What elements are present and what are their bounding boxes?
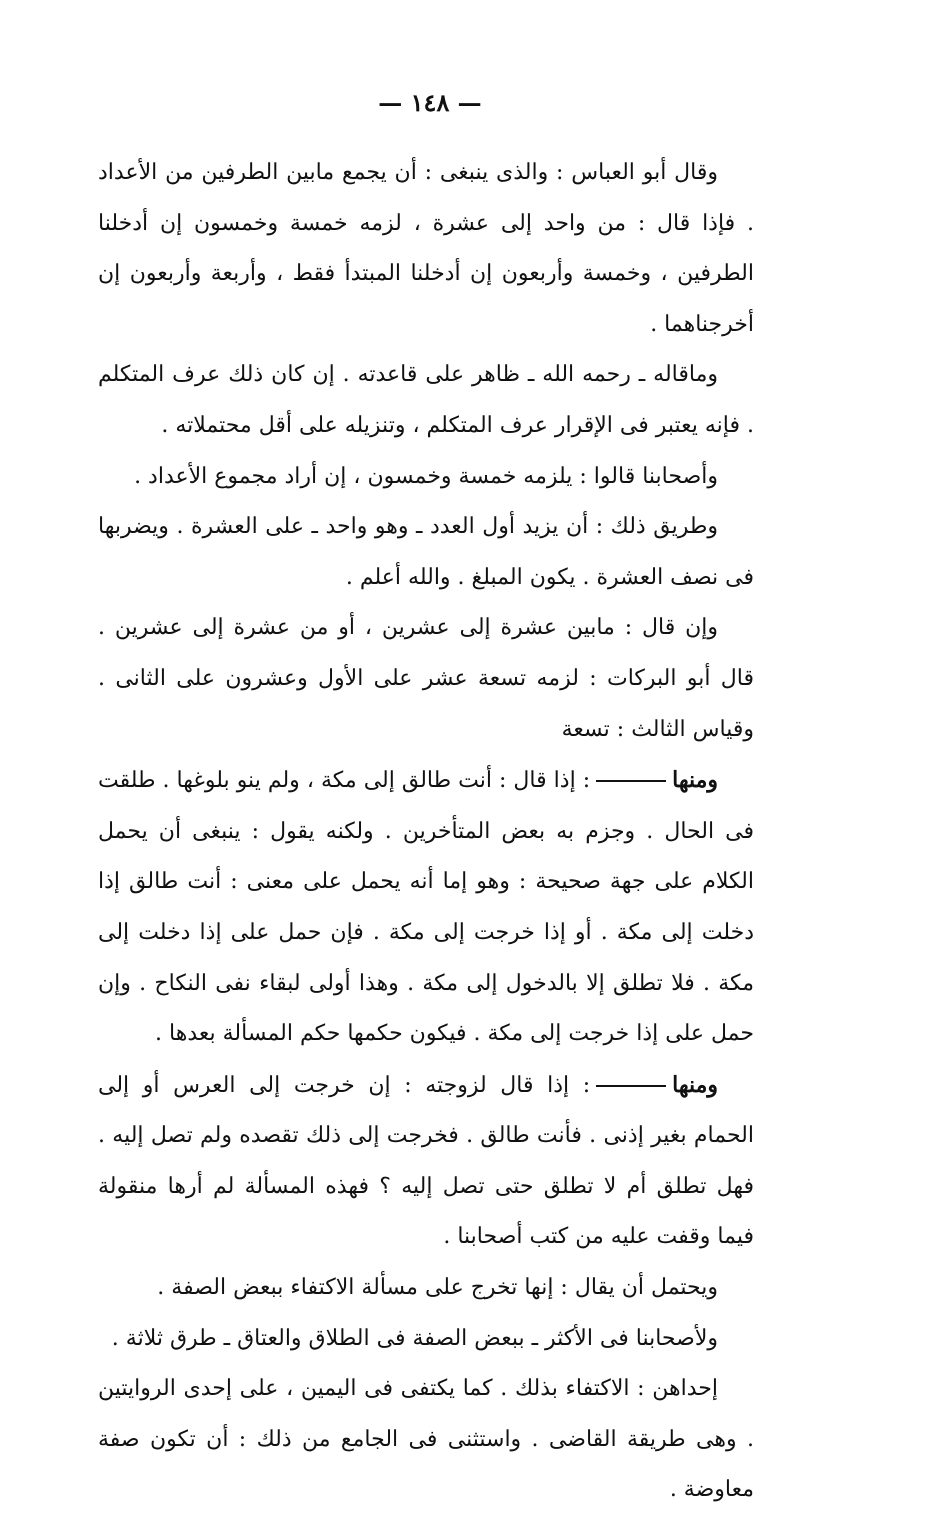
paragraph-3: وأصحابنا قالوا : يلزمه خمسة وخمسون ، إن أراد مجموع الأعداد .	[134, 463, 718, 489]
separator-mark	[596, 780, 666, 782]
paragraph-7-lead: ومنها	[672, 1071, 718, 1098]
paragraph-10: إحداهن : الاكتفاء بذلك . كما يكتفى فى اليمين ، على إحدى الروايتين . وهى طريقة القاضى . واستثنى فى الجامع من ذلك : أن تكون صفة معاوضة .	[98, 1376, 754, 1503]
paragraph-5: وإن قال : مابين عشرة إلى عشرين ، أو من عشرة إلى عشرين . قال أبو البركات : لزمه تسعة عشر على الأول وعشرون على الثانى . وقياس الثالث : تسعة	[98, 615, 754, 742]
paragraph-2: وماقاله ـ رحمه الله ـ ظاهر على قاعدته . إن كان ذلك عرف المتكلم . فإنه يعتبر فى الإقرار عرف المتكلم ، وتنزيله على أقل محتملاته .	[98, 362, 754, 438]
paragraph-7-text: : إذا قال لزوجته : إن خرجت إلى العرس أو إلى الحمام بغير إذنى . فأنت طالق . فخرجت إلى ذلك تقصده ولم تصل إليه . فهل تطلق أم لا تطلق حتى تصل إليه ؟ فهذه المسألة لم أرها منقولة فيما وقفت عليه من كتب أصحابنا .	[98, 1072, 754, 1250]
page-number: — ١٤٨ —	[378, 88, 482, 117]
paragraph-6-text: : إذا قال : أنت طالق إلى مكة ، ولم ينو بلوغها . طلقت فى الحال . وجزم به بعض المتأخرين . ولكنه يقول : ينبغى أن يحمل الكلام على جهة صحيحة : وهو إما أنه يحمل على معنى : أنت طالق إذا دخلت إلى مكة . أو إذا خرجت إلى مكة . فإن حمل على إذا دخلت إلى مكة . فلا تطلق إلا بالدخول إلى مكة . وهذا أولى لبقاء نفى النكاح . وإن حمل على إذا خرجت إلى مكة . فيكون حكمها حكم المسألة بعدها .	[98, 768, 754, 1047]
body-text	[98, 148, 754, 1516]
paragraph-9: ولأصحابنا فى الأكثر ـ ببعض الصفة فى الطلاق والعتاق ـ طرق ثلاثة .	[111, 1325, 718, 1351]
paragraph-8: ويحتمل أن يقال : إنها تخرج على مسألة الاكتفاء ببعض الصفة .	[157, 1275, 718, 1301]
paragraph-6-lead: ومنها	[672, 767, 718, 794]
paragraph-4: وطريق ذلك : أن يزيد أول العدد ـ وهو واحد ـ على العشرة . ويضربها فى نصف العشرة . يكون المبلغ . والله أعلم .	[98, 514, 754, 590]
paragraph-7	[98, 1060, 754, 1263]
paragraph-1: وقال أبو العباس : والذى ينبغى : أن يجمع مابين الطرفين من الأعداد . فإذا قال : من واحد إلى عشرة ، لزمه خمسة وخمسون إن أدخلنا الطرفين ، وخمسة وأربعون إن أدخلنا المبتدأ فقط ، وأربعة وأربعون إن أخرجناهما .	[98, 160, 754, 337]
separator-mark	[596, 1085, 666, 1087]
paragraph-6	[98, 755, 754, 1060]
